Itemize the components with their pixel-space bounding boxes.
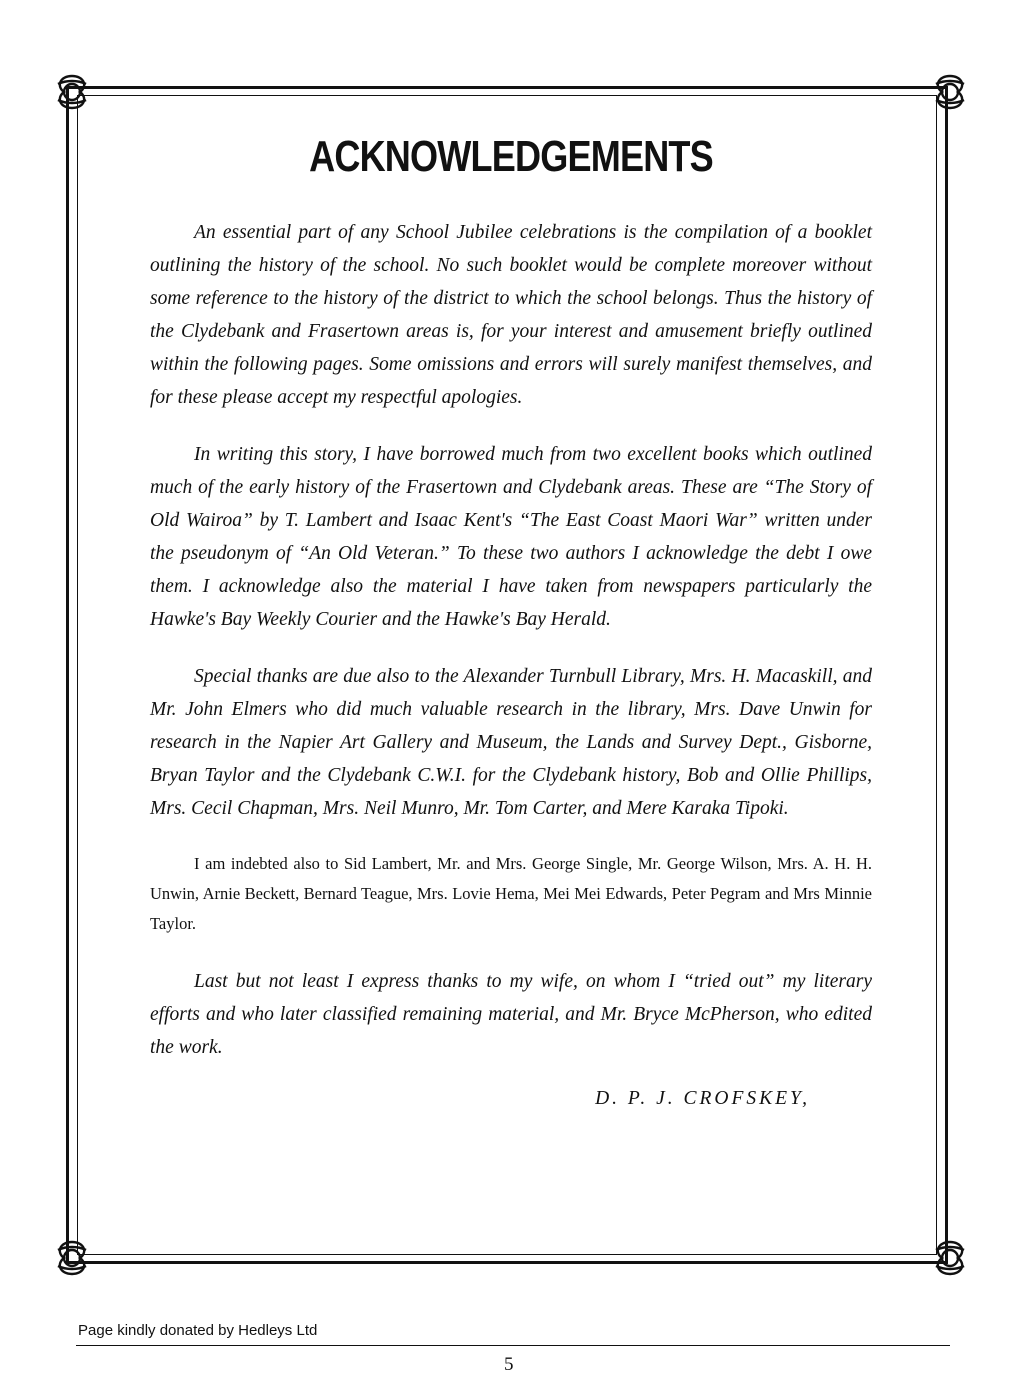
celtic-knot-bottom-left-icon: [50, 1236, 94, 1280]
page-number: 5: [504, 1354, 514, 1375]
paragraph-sources: In writing this story, I have borrowed much from two excellent books which outlined much of the early history of the Frasertown and Clydebank areas. These are “The Story of Old Wairoa” by T. Lambert and Isaac Kent's “The East Coast Maori War” written under the pseudonym of “An Old Veteran.” To these two authors I acknowledge the debt I owe them. I acknowledge also the material I have taken from newspapers particularly the Hawke's Bay Weekly Courier and the Hawke's Bay Herald.: [150, 444, 872, 630]
page-title: ACKNOWLEDGEMENTS: [309, 132, 713, 181]
author-signature: D. P. J. CROFSKEY,: [595, 1088, 810, 1109]
acknowledgements-body: [150, 110, 872, 1110]
paragraph-intro: An essential part of any School Jubilee celebrations is the compilation of a booklet outlining the history of the school. No such booklet would be complete moreover without some reference to the history of the district to which the school belongs. Thus the history of the Clydebank and Frasertown areas is, for your interest and amusement briefly outlined within the following pages. Some omissions and errors will surely manifest themselves, and for these please accept my respectful apologies.: [150, 222, 872, 408]
footer-divider: [76, 1345, 950, 1346]
paragraph-special-thanks: Special thanks are due also to the Alexander Turnbull Library, Mrs. H. Macaskill, and Mr. John Elmers who did much valuable research in the library, Mrs. Dave Unwin for research in the Napier Art Gallery and Museum, the Lands and Survey Dept., Gisborne, Bryan Taylor and the Clydebank C.W.I. for the Clydebank history, Bob and Ollie Phillips, Mrs. Cecil Chapman, Mrs. Neil Munro, Mr. Tom Carter, and Mere Karaka Tipoki.: [150, 666, 872, 819]
paragraph-indebted: I am indebted also to Sid Lambert, Mr. and Mrs. George Single, Mr. George Wilson, Mrs. A. H. H. Unwin, Arnie Beckett, Bernard Teague, Mrs. Lovie Hema, Mei Mei Edwards, Peter Pegram and Mrs Minnie Taylor.: [150, 854, 872, 933]
paragraph-last: Last but not least I express thanks to my wife, on whom I “tried out” my literary efforts and who later classified remaining material, and Mr. Bryce McPherson, who edited the work.: [150, 971, 872, 1058]
celtic-knot-bottom-right-icon: [928, 1236, 972, 1280]
celtic-knot-top-left-icon: [50, 70, 94, 114]
celtic-knot-top-right-icon: [928, 70, 972, 114]
donation-credit: Page kindly donated by Hedleys Ltd: [78, 1322, 318, 1339]
